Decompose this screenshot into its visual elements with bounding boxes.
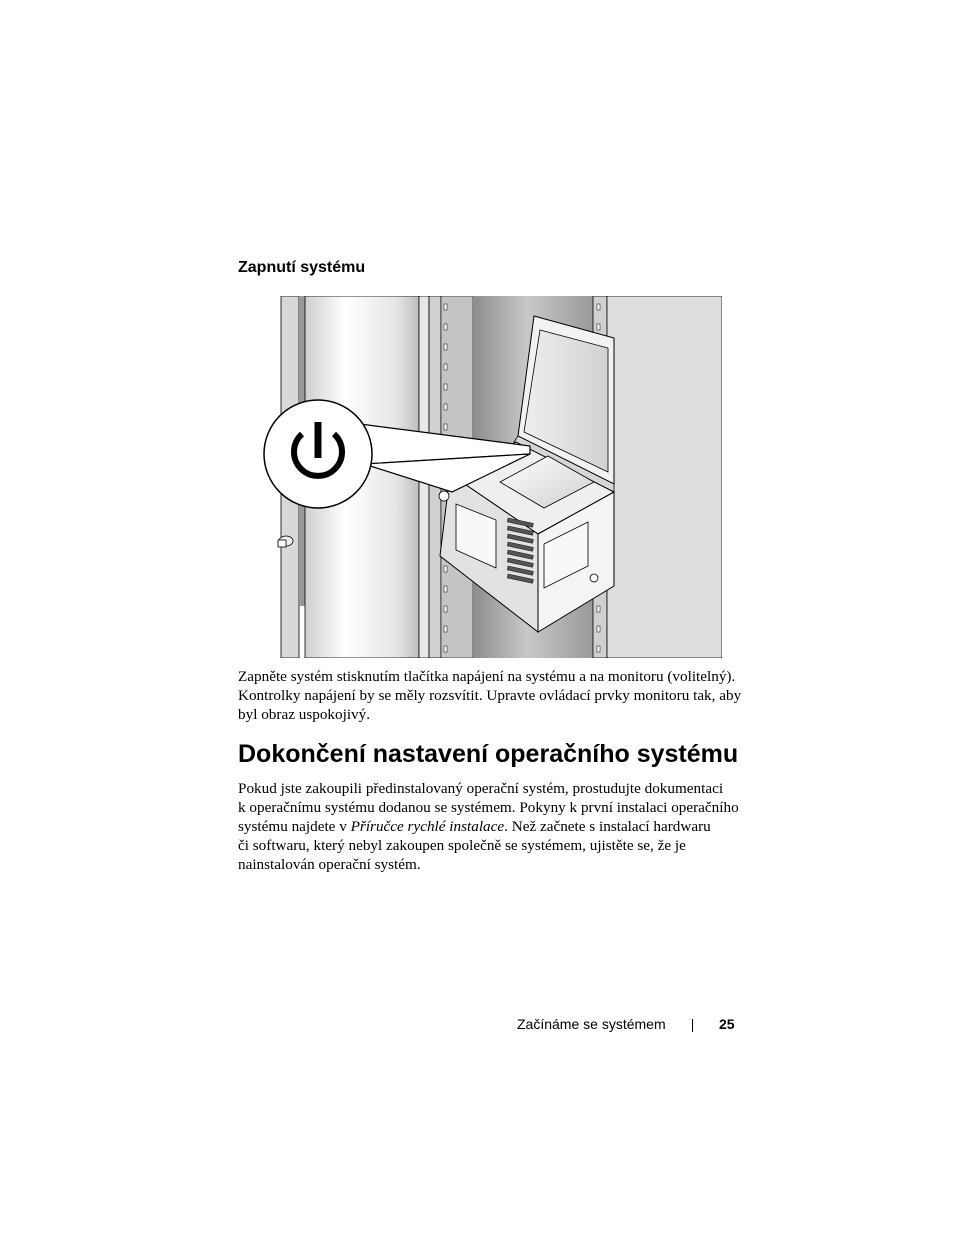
- rack-illustration: [238, 296, 722, 658]
- paragraph-line: nainstalován operační systém.: [238, 856, 421, 873]
- paragraph-line: [238, 817, 738, 836]
- paragraph-line: či softwaru, který nebyl zakoupen společně se systémem, ujistěte se, že je: [238, 837, 686, 854]
- footer-section-title: Začínáme se systémem: [517, 1016, 666, 1032]
- paragraph-line: Pokud jste zakoupili předinstalovaný operační systém, prostudujte dokumentaci: [238, 780, 724, 797]
- paragraph-line: Kontrolky napájení by se měly rozsvítit. Upravte ovládací prvky monitoru tak, aby: [238, 687, 742, 704]
- paragraph-line: byl obraz uspokojivý.: [238, 706, 371, 723]
- guide-title: Příručce rychlé instalace: [350, 818, 505, 835]
- main-heading: Dokončení nastavení operačního systému: [238, 740, 739, 768]
- paragraph-line: k operačnímu systému dodanou se systémem. Pokyny k první instalaci operačního: [238, 799, 739, 816]
- page-number: 25: [719, 1016, 735, 1032]
- paragraph-text: systému najdete v: [238, 818, 351, 835]
- paragraph-line: Zapněte systém stisknutím tlačítka napájení na systému a na monitoru (volitelný).: [238, 668, 736, 685]
- power-on-paragraph: [238, 667, 742, 724]
- footer-separator: [692, 1019, 693, 1032]
- section-heading: Zapnutí systému: [238, 259, 366, 276]
- paragraph-text: . Než začnete s instalací hardwaru: [504, 818, 711, 835]
- os-setup-paragraph: [238, 779, 738, 874]
